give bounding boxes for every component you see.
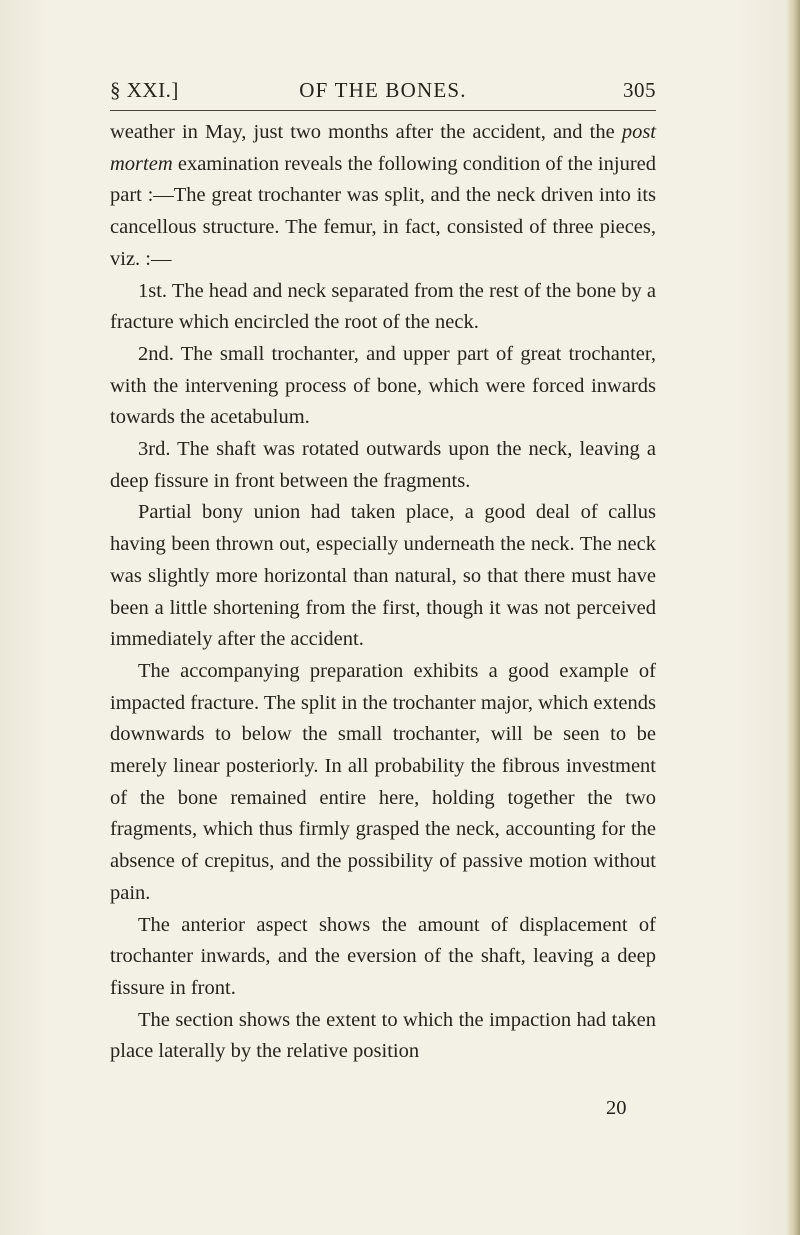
signature-mark: 20: [606, 1097, 627, 1119]
body-text: [110, 117, 656, 1068]
paragraph-6: The accompanying preparation exhibits a good example of impacted fracture. The split in the trochanter major, which extends downwards to below the small trochanter, will be seen to be merely linear posteriorly. In all probability the fibrous investment of the bone remained entire here, holding together the two fragments, which thus firmly grasped the neck, accounting for the absence of crepitus, and the possibility of passive motion without pain.: [110, 659, 656, 904]
paragraph-7: The anterior aspect shows the amount of displacement of trochanter inwards, and the eversion of the shaft, leaving a deep fissure in front.: [110, 913, 656, 999]
paragraph-2: 1st. The head and neck separated from the rest of the bone by a fracture which encircled the root of the neck.: [110, 279, 656, 334]
header-rule: [110, 110, 656, 111]
paragraph-1-after: examination reveals the following condition of the injured part :—The great trochanter was split, and the neck driven into its cancellous structure. The femur, in fact, consisted of three pieces, viz. :—: [110, 152, 656, 270]
page-number: 305: [623, 78, 656, 102]
paragraph-3: 2nd. The small trochanter, and upper part of great trochanter, with the intervening process of bone, which were forced inwards towards the acetabulum.: [110, 342, 656, 429]
paragraph-1-italic: post mortem: [110, 121, 656, 175]
paragraph-1-before: weather in May, just two months after the accident, and the: [110, 121, 622, 143]
page-edge-shadow: [786, 0, 800, 1235]
running-head: [110, 78, 656, 106]
paragraph-8: The section shows the extent to which the impaction had taken place laterally by the relative position: [110, 1008, 656, 1063]
running-title: OF THE BONES.: [299, 78, 467, 102]
paragraph-5: Partial bony union had taken place, a good deal of callus having been thrown out, especially underneath the neck. The neck was slightly more horizontal than natural, so that there must have been a little shortening from the first, though it was not perceived immediately after the accident.: [110, 501, 656, 651]
paragraph-4: 3rd. The shaft was rotated outwards upon the neck, leaving a deep fissure in front between the fragments.: [110, 438, 656, 492]
paragraph-1: [110, 117, 656, 276]
section-mark: § XXI.]: [110, 78, 179, 102]
